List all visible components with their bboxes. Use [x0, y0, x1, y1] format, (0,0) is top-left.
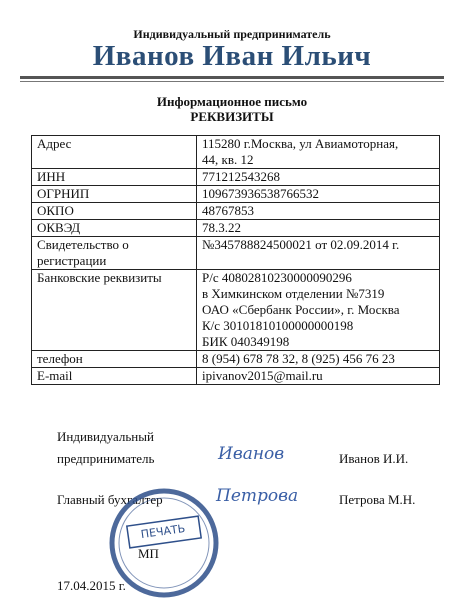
entrepreneur-name: Иванов И.И. [339, 451, 409, 466]
requisite-key: ОКПО [32, 203, 197, 220]
requisite-value-line: 115280 г.Москва, ул Авиамоторная, [202, 136, 399, 151]
requisite-value-line: ipivanov2015@mail.ru [202, 368, 323, 383]
requisite-value [197, 237, 440, 270]
requisite-row [32, 136, 440, 169]
requisite-value [197, 351, 440, 368]
requisite-row [32, 237, 440, 270]
requisite-key: ОГРНИП [32, 186, 197, 203]
requisite-value [197, 368, 440, 385]
requisite-row [32, 186, 440, 203]
requisite-value-line: 771212543268 [202, 169, 280, 184]
accountant-signature: Петрова [216, 486, 299, 506]
requisite-value-line: 44, кв. 12 [202, 152, 254, 167]
requisite-value [197, 220, 440, 237]
requisite-value-line: ОАО «Сбербанк России», г. Москва [202, 302, 400, 317]
letter-title: Информационное письмо [156, 94, 308, 109]
accountant-name: Петрова М.Н. [339, 492, 416, 507]
requisite-value-line: Р/с 40802810230000090296 [202, 270, 352, 285]
requisite-value [197, 169, 440, 186]
entrepreneur-label-line2: предприниматель [57, 451, 155, 466]
requisite-row [32, 368, 440, 385]
requisite-value-line: №345788824500021 от 02.09.2014 г. [202, 237, 400, 252]
document-date: 17.04.2015 г. [57, 578, 126, 593]
requisite-value [197, 136, 440, 169]
requisite-key: ИНН [32, 169, 197, 186]
requisite-value-line: БИК 040349198 [202, 334, 290, 349]
mp-label: МП [138, 546, 159, 561]
requisite-value-line: 48767853 [202, 203, 254, 218]
requisite-key: Банковские реквизиты [32, 270, 197, 351]
entrepreneur-label-line1: Индивидуальный [57, 429, 154, 444]
requisite-value [197, 270, 440, 351]
requisite-value [197, 203, 440, 220]
header-rule-thin [20, 81, 444, 82]
header-rule-thick [20, 76, 444, 79]
entrepreneur-label [57, 426, 154, 470]
requisites-table [31, 135, 440, 385]
requisite-value-line: 109673936538766532 [202, 186, 319, 201]
requisites-heading: РЕКВИЗИТЫ [190, 109, 274, 124]
requisite-value-line: К/с 30101810100000000198 [202, 318, 354, 333]
requisite-value [197, 186, 440, 203]
requisite-row [32, 169, 440, 186]
stamp-text: ПЕЧАТЬ [140, 521, 186, 542]
requisite-key: Свидетельство о регистрации [32, 237, 197, 270]
header-subtitle: Индивидуальный предприниматель [133, 27, 331, 41]
requisite-row [32, 270, 440, 351]
requisite-row [32, 351, 440, 368]
requisite-key: Адрес [32, 136, 197, 169]
requisite-key: E-mail [32, 368, 197, 385]
accountant-label: Главный бухгалтер [57, 492, 163, 507]
requisite-row [32, 220, 440, 237]
entrepreneur-name-title: Иванов Иван Ильич [92, 40, 372, 72]
requisite-row [32, 203, 440, 220]
requisite-key: ОКВЭД [32, 220, 197, 237]
requisite-key: телефон [32, 351, 197, 368]
requisite-value-line: 8 (954) 678 78 32, 8 (925) 456 76 23 [202, 351, 395, 366]
requisite-value-line: в Химкинском отделении №7319 [202, 286, 385, 301]
entrepreneur-signature: Иванов [218, 444, 285, 464]
requisite-value-line: 78.3.22 [202, 220, 241, 235]
